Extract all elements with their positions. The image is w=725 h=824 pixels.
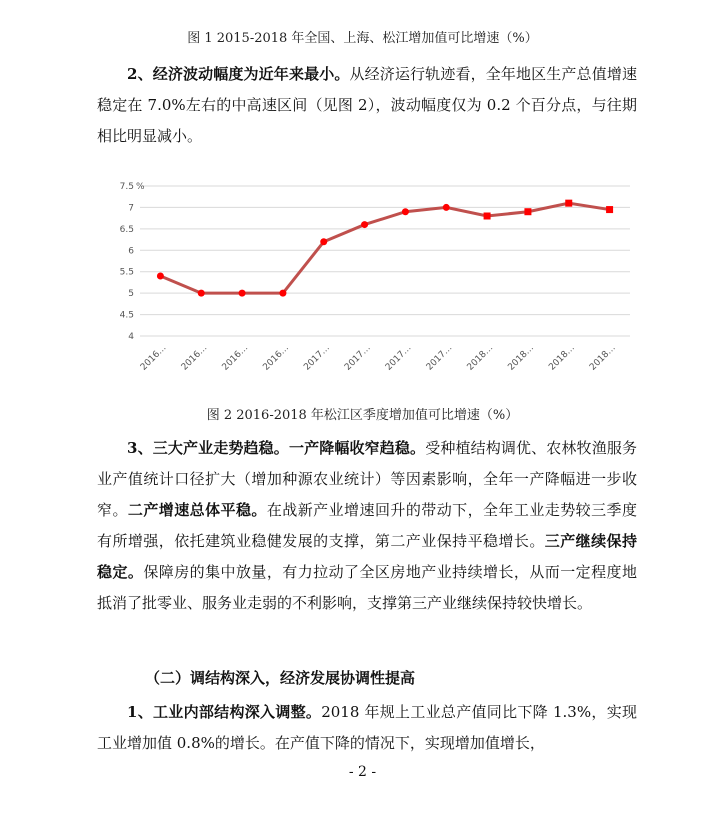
y-tick-label: 5.5	[119, 267, 134, 278]
data-point-marker	[443, 204, 450, 211]
industrial-structure-lead: 1、工业内部结构深入调整。	[127, 703, 322, 721]
data-point-marker	[402, 208, 409, 215]
secondary-industry-text: 在战新产业增速回升的带动下，全年工业走势较三季度有所增强，依托建筑业稳健发展的支撑，第二产业保持平稳增长。	[97, 501, 637, 550]
industrial-structure-text: 2018 年规上工业总产值同比下降 1.3%，实现工业增加值 0.8%的增长。在产值下降的情况下，实现增加值增长，	[97, 703, 637, 752]
paragraph-volatility-body: 从经济运行轨迹看，全年地区生产总值增速稳定在 7.0%左右的中高速区间（见图 2），波动幅度仅为 0.2 个百分点，与往期相比明显减小。	[97, 65, 637, 145]
figure1-caption: 图 1 2015-2018 年全国、上海、松江增加值可比增速（%）	[187, 31, 538, 46]
x-tick-label: 2017…	[343, 343, 373, 373]
chart-unit-label: %	[136, 182, 145, 192]
primary-industry-lead: 一产降幅收窄趋稳。	[288, 439, 426, 457]
chart-series-line	[160, 203, 609, 293]
paragraph-volatility	[97, 59, 637, 152]
figure2-caption: 图 2 2016-2018 年松江区季度增加值可比增速（%）	[206, 408, 519, 423]
x-tick-label: 2018…	[465, 343, 496, 373]
y-tick-label: 6.5	[119, 224, 134, 235]
industries-lead: 3、三大产业走势趋稳。	[127, 439, 289, 457]
tertiary-industry-text: 保障房的集中放量，有力拉动了全区房地产业持续增长，从而一定程度地抵消了批零业、服务业走弱的不利影响，支撑第三产业继续保持较快增长。	[97, 563, 637, 612]
y-tick-label: 7	[128, 203, 134, 214]
tertiary-industry-lead: 三产继续保持稳定。	[97, 532, 637, 581]
y-tick-label: 6	[128, 246, 134, 257]
paragraph-industries	[97, 433, 637, 619]
data-point-marker	[320, 238, 327, 245]
chart-markers	[157, 200, 613, 297]
paragraph-volatility-lead: 2、经济波动幅度为近年来最小。	[127, 65, 350, 83]
data-point-marker	[484, 213, 491, 220]
y-tick-label: 4	[128, 332, 134, 342]
x-tick-label: 2018…	[588, 343, 618, 373]
x-tick-label: 2017…	[383, 343, 414, 373]
data-point-marker	[361, 221, 368, 228]
data-point-marker	[565, 200, 572, 207]
secondary-industry-lead: 二产增速总体平稳。	[127, 501, 267, 519]
data-point-marker	[524, 208, 531, 215]
page-number: - 2 -	[348, 764, 377, 780]
data-point-marker	[239, 290, 246, 297]
chart-gridlines	[140, 186, 630, 336]
data-point-marker	[198, 290, 205, 297]
gdp-growth-line-chart	[110, 168, 640, 378]
paragraph-industrial-structure	[97, 697, 637, 759]
section-heading-structure: （二）调结构深入，经济发展协调性提高	[145, 669, 416, 687]
x-tick-label: 2016…	[179, 343, 210, 373]
x-tick-label: 2017…	[424, 343, 455, 373]
data-point-marker	[606, 206, 613, 213]
x-tick-label: 2016…	[220, 343, 251, 373]
primary-industry-text: 受种植结构调优、农林牧渔服务业产值统计口径扩大（增加种源农业统计）等因素影响，全年一产降幅进一步收窄。	[97, 439, 637, 519]
data-point-marker	[279, 290, 286, 297]
y-tick-label: 7.5	[119, 182, 134, 192]
y-tick-label: 5	[128, 289, 134, 300]
x-tick-label: 2018…	[547, 343, 577, 373]
x-tick-label: 2018…	[506, 343, 537, 373]
x-tick-label: 2016…	[261, 343, 292, 373]
x-tick-label: 2016…	[138, 343, 169, 373]
chart-x-axis	[139, 343, 618, 373]
x-tick-label: 2017…	[302, 343, 332, 373]
y-tick-label: 4.5	[119, 310, 134, 321]
data-point-marker	[157, 273, 164, 280]
chart-y-axis	[120, 182, 135, 342]
